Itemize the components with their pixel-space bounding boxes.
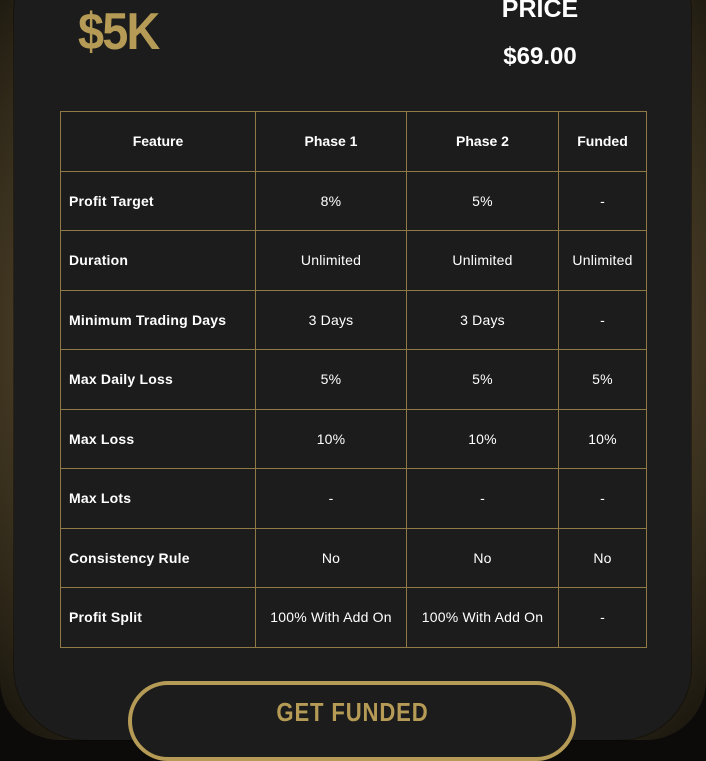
phase-2-cell: No xyxy=(407,528,559,588)
phase-2-cell: 3 Days xyxy=(407,290,559,350)
column-header-feature: Feature xyxy=(61,112,256,172)
price-value: $69.00 xyxy=(503,43,577,70)
table-row xyxy=(61,231,647,291)
feature-name-cell: Profit Split xyxy=(61,588,256,648)
table-header-row xyxy=(61,112,647,172)
column-header-phase-1: Phase 1 xyxy=(256,112,407,172)
funded-cell: 10% xyxy=(559,409,647,469)
funded-cell: Unlimited xyxy=(559,231,647,291)
features-table xyxy=(60,111,647,648)
table-row xyxy=(61,350,647,410)
funded-cell: - xyxy=(559,469,647,529)
phase-1-cell: 10% xyxy=(256,409,407,469)
get-funded-button-label: GET FUNDED xyxy=(275,697,429,727)
account-size-title: $5K xyxy=(78,3,159,61)
funded-cell: 5% xyxy=(559,350,647,410)
phase-1-cell: 100% With Add On xyxy=(256,588,407,648)
table-row xyxy=(61,409,647,469)
phase-2-cell: - xyxy=(407,469,559,529)
feature-name-cell: Max Lots xyxy=(61,469,256,529)
funded-cell: No xyxy=(559,528,647,588)
table-row xyxy=(61,469,647,529)
phase-2-cell: 10% xyxy=(407,409,559,469)
feature-name-cell: Minimum Trading Days xyxy=(61,290,256,350)
price-label: PRICE xyxy=(501,0,579,23)
funded-cell: - xyxy=(559,171,647,231)
feature-name-cell: Profit Target xyxy=(61,171,256,231)
phase-1-cell: Unlimited xyxy=(256,231,407,291)
phase-2-cell: 5% xyxy=(407,171,559,231)
feature-name-cell: Duration xyxy=(61,231,256,291)
feature-name-cell: Max Loss xyxy=(61,409,256,469)
get-funded-button[interactable] xyxy=(128,681,576,761)
phase-1-cell: 8% xyxy=(256,171,407,231)
phase-1-cell: 5% xyxy=(256,350,407,410)
funded-cell: - xyxy=(559,290,647,350)
phase-2-cell: Unlimited xyxy=(407,231,559,291)
column-header-phase-2: Phase 2 xyxy=(407,112,559,172)
phase-1-cell: 3 Days xyxy=(256,290,407,350)
table-row xyxy=(61,588,647,648)
phase-1-cell: - xyxy=(256,469,407,529)
table-row xyxy=(61,528,647,588)
phase-1-cell: No xyxy=(256,528,407,588)
table-row xyxy=(61,171,647,231)
column-header-funded: Funded xyxy=(559,112,647,172)
funded-cell: - xyxy=(559,588,647,648)
phase-2-cell: 5% xyxy=(407,350,559,410)
feature-name-cell: Max Daily Loss xyxy=(61,350,256,410)
phase-2-cell: 100% With Add On xyxy=(407,588,559,648)
feature-name-cell: Consistency Rule xyxy=(61,528,256,588)
table-row xyxy=(61,290,647,350)
